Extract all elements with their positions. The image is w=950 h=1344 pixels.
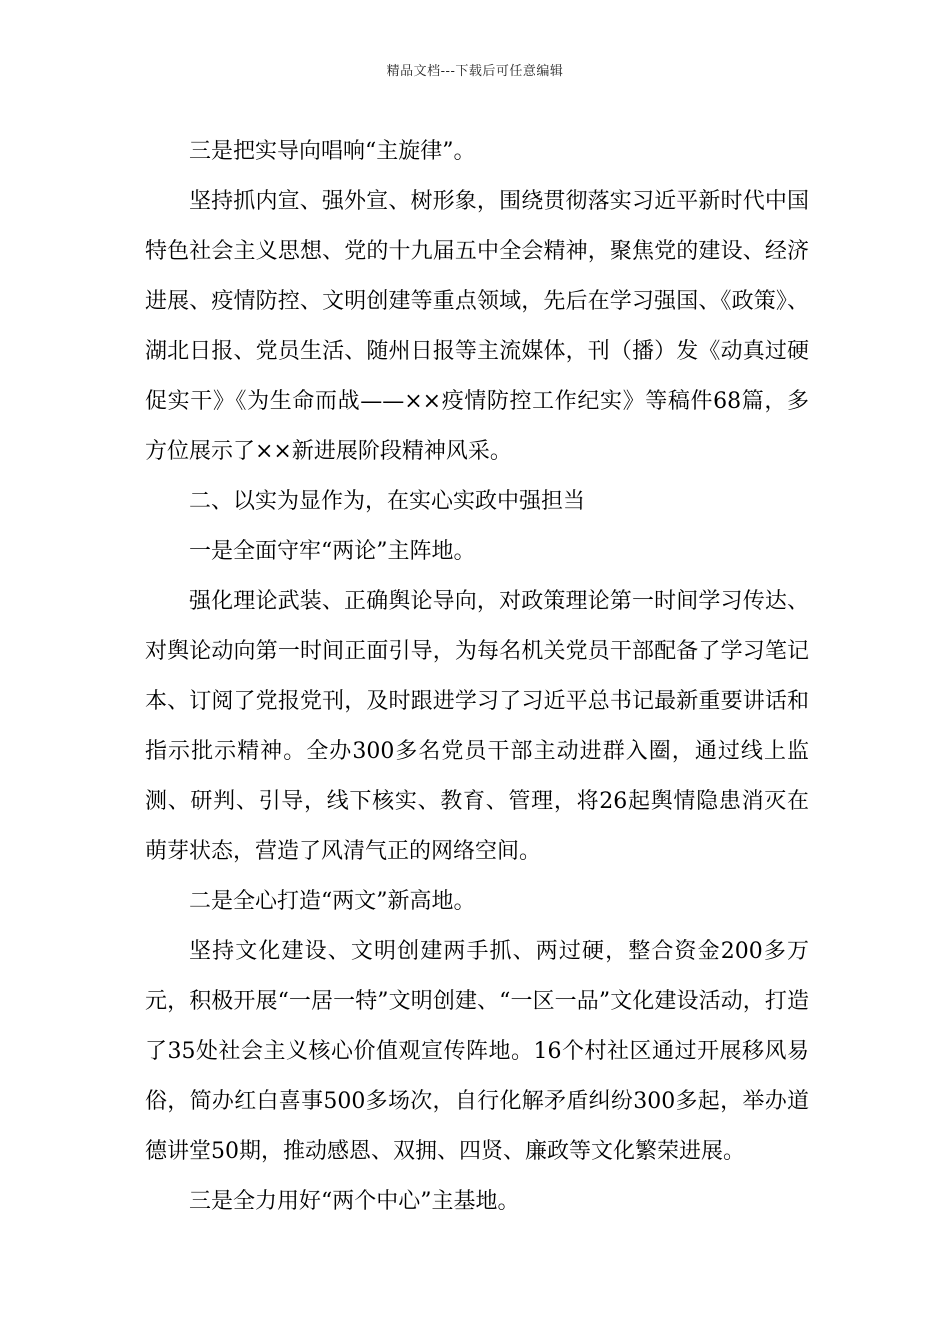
paragraph-sub-heading-3b: 三是全力用好“两个中心”主基地。 <box>189 1189 520 1214</box>
paragraph-body-culture: 坚持文化建设、文明创建两手抓、两过硬，整合资金200多万元，积极开展“一居一特”文明创建、“一区一品”文化建设活动，打造了35处社会主义核心价值观宣传阵地。16个村社区通过开展移风易俗，简办红白喜事500多场次，自行化解矛盾纠纷300多起，举办道德讲堂50期，推动感恩、双拥、四贤、廉政等文化繁荣进展。 <box>145 939 809 1164</box>
paragraph-sub-heading-2: 二是全心打造“两文”新高地。 <box>189 889 476 914</box>
section-heading-2: 二、以实为显作为，在实心实政中强担当 <box>189 489 586 514</box>
paragraph-sub-heading-3: 三是把实导向唱响“主旋律”。 <box>189 139 476 164</box>
paragraph-sub-heading-1: 一是全面守牢“两论”主阵地。 <box>189 539 476 564</box>
paragraph-body-theory: 强化理论武装、正确舆论导向，对政策理论第一时间学习传达、对舆论动向第一时间正面引导，为每名机关党员干部配备了学习笔记本、订阅了党报党刊，及时跟进学习了习近平总书记最新重要讲话和指示批示精神。全办300多名党员干部主动进群入圈，通过线上监测、研判、引导，线下核实、教育、管理，将26起舆情隐患消灭在萌芽状态，营造了风清气正的网络空间。 <box>145 589 809 864</box>
document-body <box>145 127 809 1227</box>
paragraph-body-publicity: 坚持抓内宣、强外宣、树形象，围绕贯彻落实习近平新时代中国特色社会主义思想、党的十九届五中全会精神，聚焦党的建设、经济进展、疫情防控、文明创建等重点领域，先后在学习强国、《政策》、湖北日报、党员生活、随州日报等主流媒体，刊（播）发《动真过硬促实干》《为生命而战——××疫情防控工作纪实》等稿件68篇，多方位展示了××新进展阶段精神风采。 <box>145 189 809 464</box>
page-header: 精品文档---下载后可任意编辑 <box>386 64 564 79</box>
